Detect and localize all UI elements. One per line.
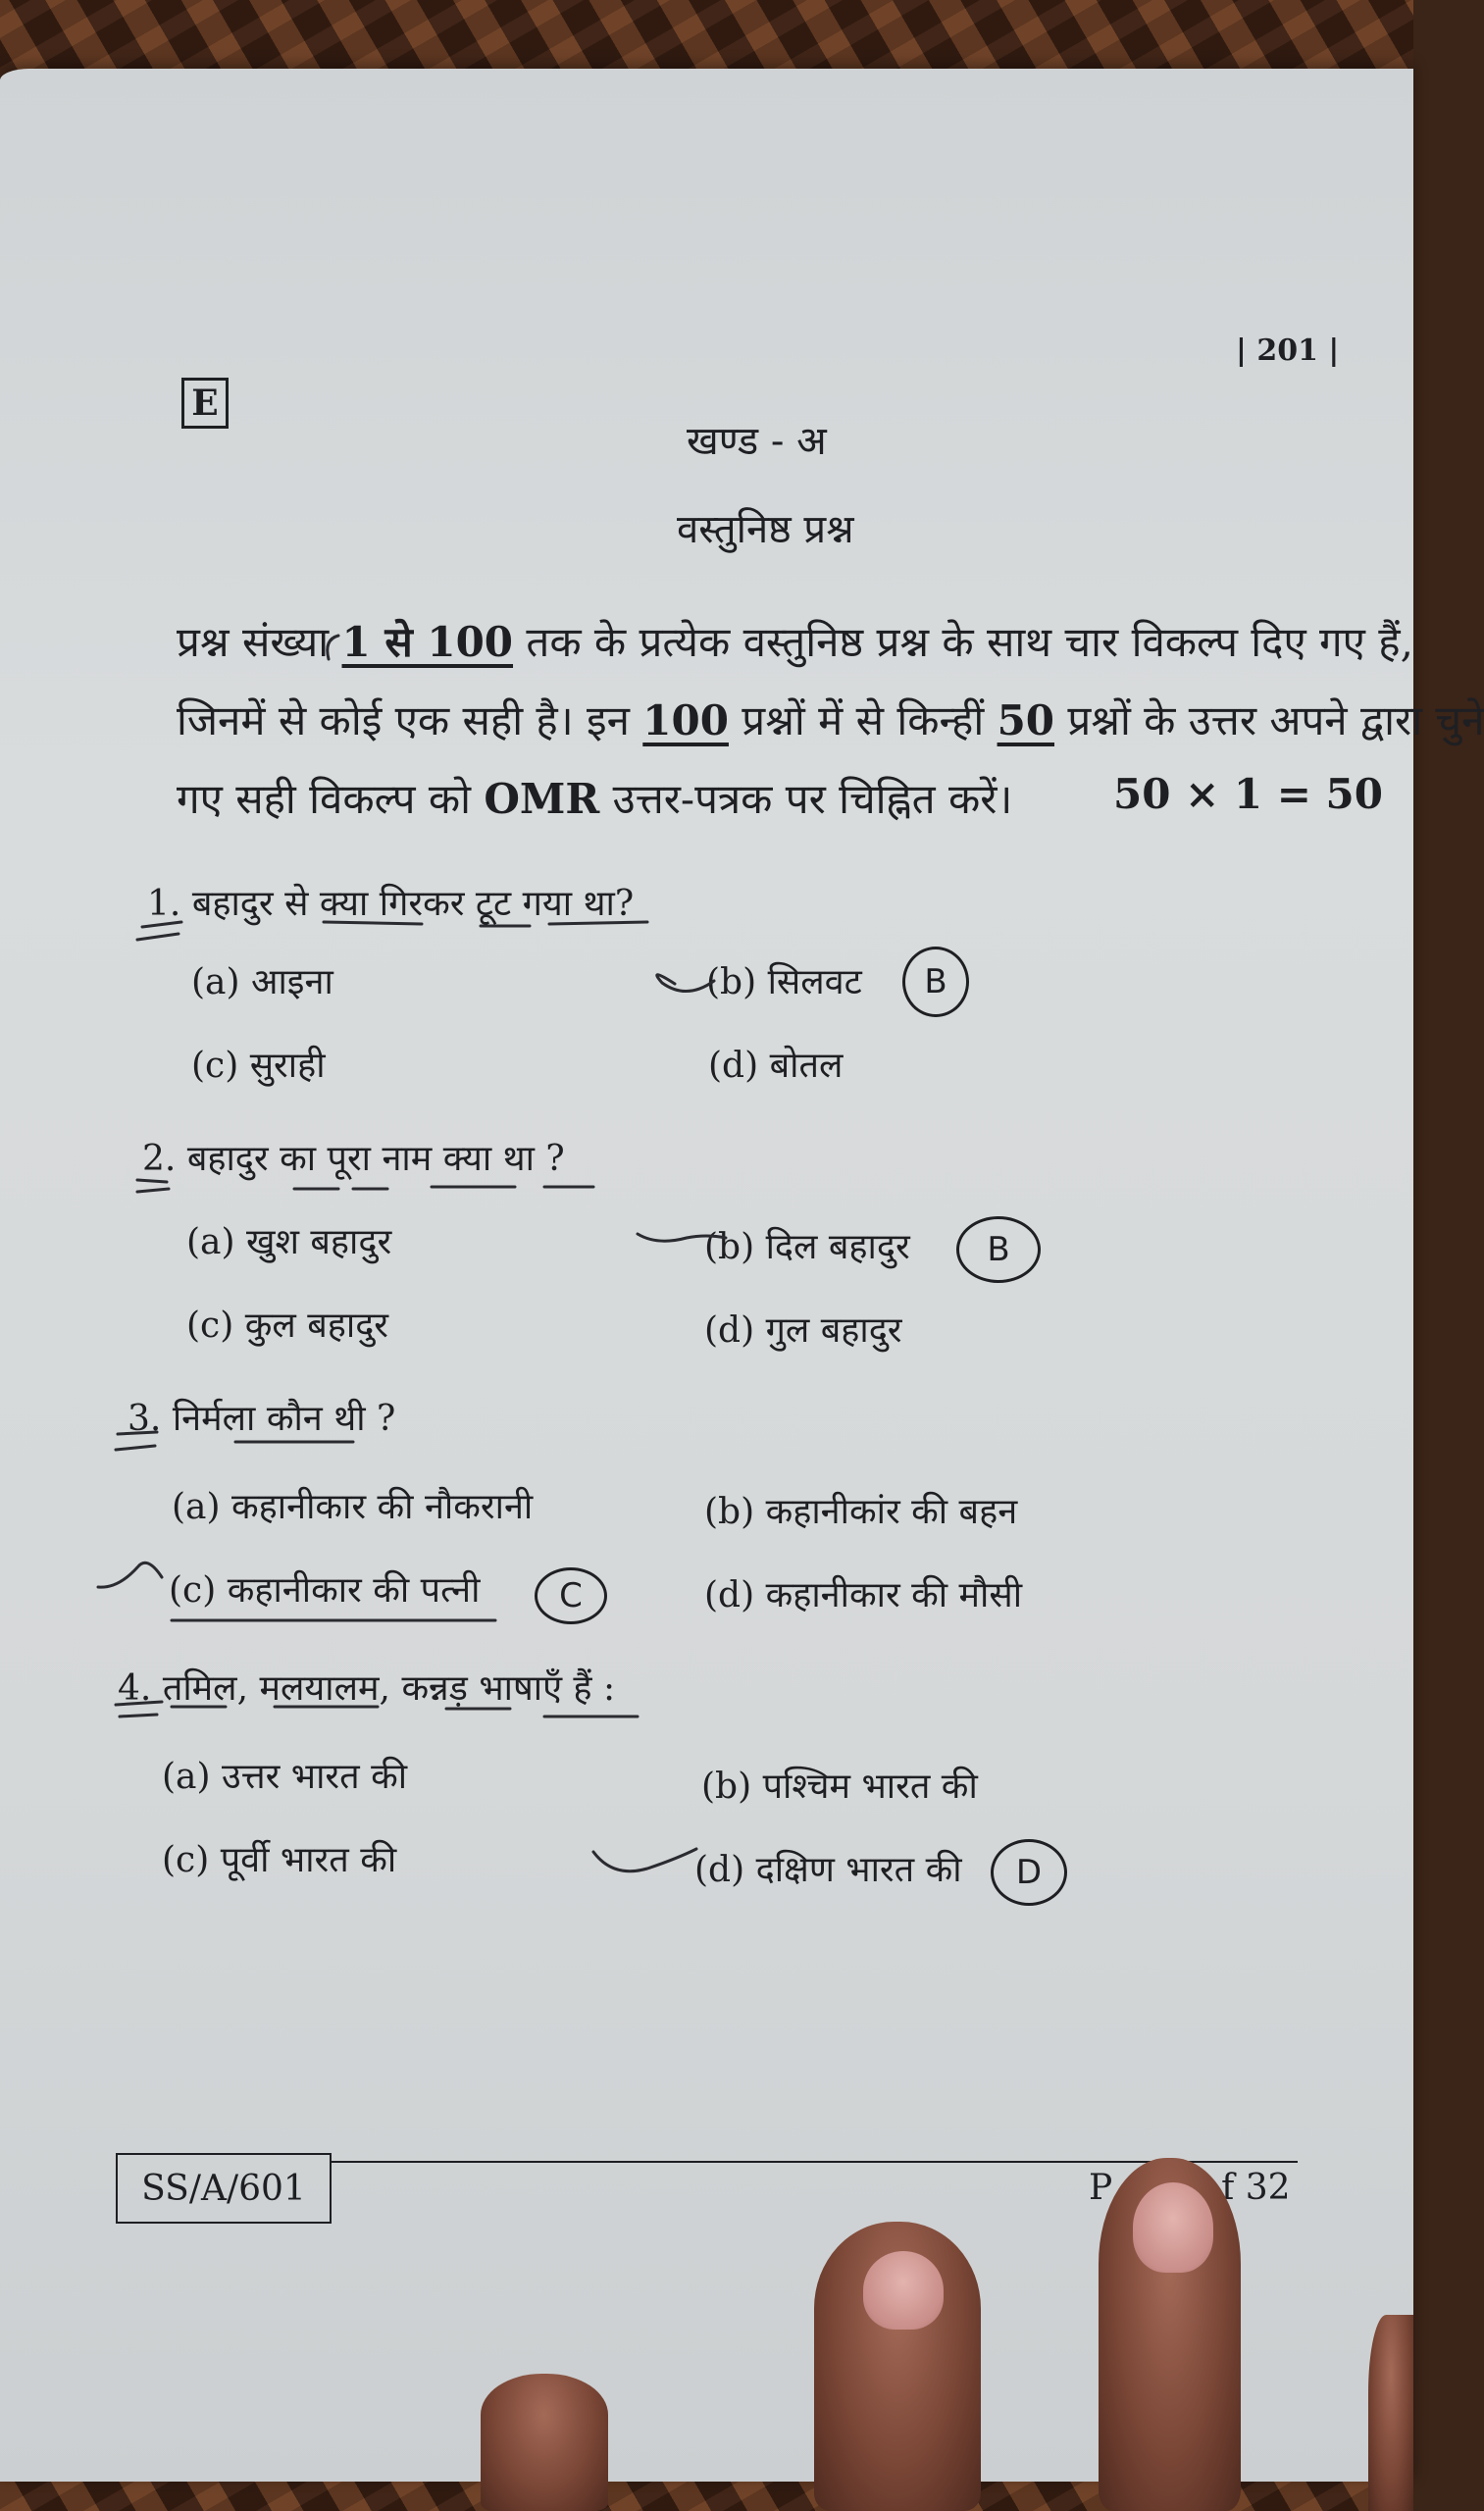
footer-page-fragment-left: P (1089, 2168, 1113, 2208)
q2-option-d: (d) गुल बहादुर (704, 1310, 902, 1351)
footer-page-fragment-right: f 32 (1221, 2168, 1291, 2208)
q2-answer-circle: B (956, 1216, 1041, 1283)
q1-answer-circle: B (902, 947, 969, 1017)
footer-code: SS/A/601 (141, 2168, 306, 2209)
section-title: खण्ड - अ (687, 419, 827, 464)
q1-option-d: (d) बोतल (708, 1046, 844, 1086)
q3-option-d: (d) कहानीकार की मौसी (704, 1575, 1023, 1615)
q1-option-a: (a) आइना (191, 962, 333, 1002)
q3-option-b: (b) कहानीकांर की बहन (704, 1492, 1018, 1532)
fingernail-middle (863, 2251, 944, 2330)
question-4: 4. तमिल, मलयालम, कन्नड़ भाषाएँ हैं : (118, 1668, 616, 1709)
q3-option-a: (a) कहानीकार की नौकरानी (172, 1487, 534, 1527)
q1-option-b: (b) सिलवट (706, 962, 862, 1002)
q2-option-c: (c) कुल बहादुर (186, 1306, 389, 1346)
fingernail-right (1133, 2182, 1213, 2273)
q3-answer-circle: C (535, 1567, 607, 1624)
instruction-line-2: जिनमें से कोई एक सही है। इन 100 प्रश्नों में से किन्हीं 50 प्रश्नों के उत्तर अपने द्वारा चुने (177, 696, 1484, 744)
footer-code-box (116, 2153, 332, 2224)
finger-edge (1368, 2315, 1413, 2511)
q4-option-a: (a) उत्तर भारत की (162, 1757, 408, 1797)
q4-answer-circle: D (991, 1839, 1067, 1906)
instruction-line-1: प्रश्न संख्या 1 से 100 तक के प्रत्येक वस्तुनिष्ठ प्रश्न के साथ चार विकल्प दिए गए हैं, (177, 618, 1413, 666)
instruction-line-3: गए सही विकल्प को OMR उत्तर-पत्रक पर चिह्नित करें। (177, 775, 1013, 823)
q1-option-c: (c) सुराही (191, 1046, 326, 1086)
q2-option-a: (a) खुश बहादुर (186, 1222, 392, 1262)
marks-formula: 50 × 1 = 50 (1113, 770, 1383, 818)
paper-code-box (181, 378, 229, 429)
q4-option-b: (b) पश्चिम भारत की (701, 1767, 978, 1807)
finger-left (481, 2374, 608, 2511)
question-1: 1. बहादुर से क्या गिरकर टूट गया था? (147, 884, 635, 924)
question-2: 2. बहादुर का पूरा नाम क्या था ? (142, 1139, 565, 1179)
paper-code: E (191, 383, 219, 424)
subheading: वस्तुनिष्ठ प्रश्न (677, 507, 854, 552)
q3-option-c: (c) कहानीकार की पत्नी (169, 1570, 481, 1611)
page-number: | 201 | (1236, 333, 1340, 368)
question-3: 3. निर्मला कौन थी ? (128, 1399, 396, 1439)
q2-option-b: (b) दिल बहादुर (704, 1227, 910, 1267)
q4-option-d: (d) दक्षिण भारत की (694, 1850, 962, 1890)
q4-option-c: (c) पूर्वी भारत की (162, 1840, 397, 1880)
